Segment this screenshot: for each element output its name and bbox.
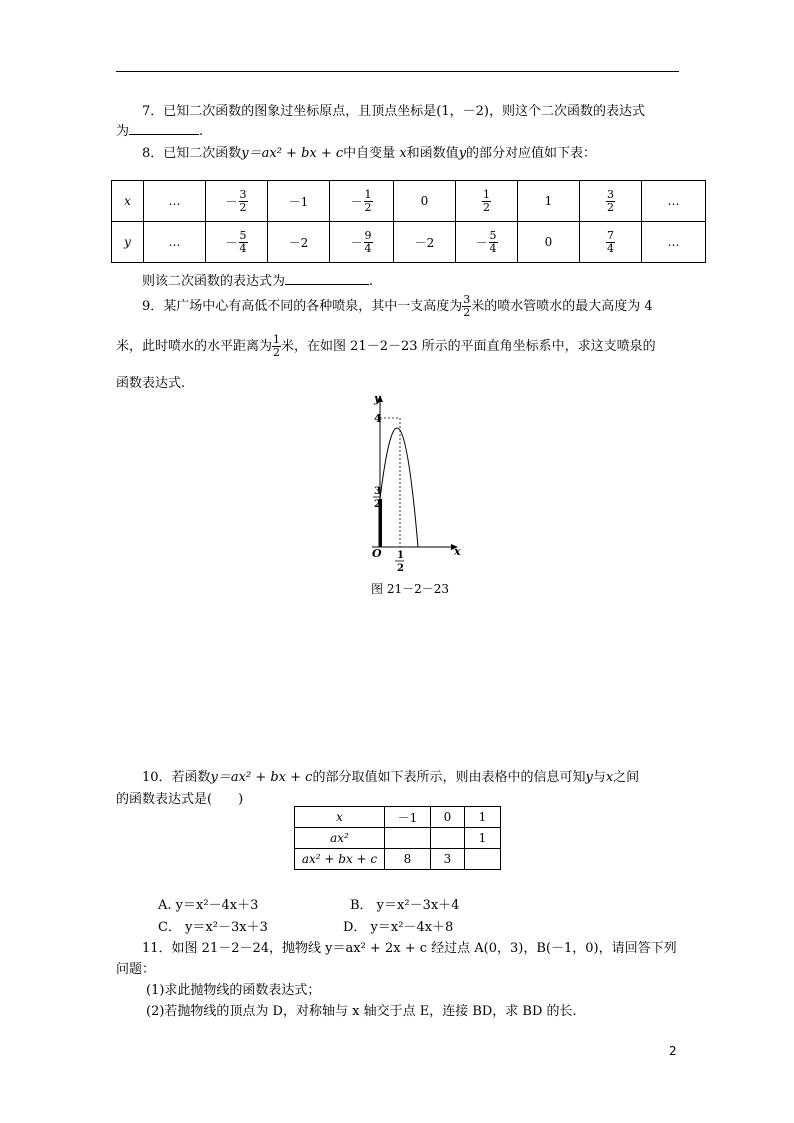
q10-cell: [465, 849, 501, 870]
q8-cell: …: [642, 181, 706, 222]
y-tick-3-2-den: 2: [374, 499, 381, 510]
q8-cell: －1: [268, 181, 330, 222]
x-axis-label: x: [454, 545, 461, 558]
q8-cell: － $\frac{3}{2}$: [206, 181, 268, 222]
q10-cell: 1: [465, 807, 501, 828]
q10-cell: 1: [465, 828, 501, 849]
q11-line1: 11．如图 21－2－24，抛物线 y＝ax² + 2x + c 经过点 A(0，3)，B(－1，0)，请回答下列: [142, 941, 677, 956]
q9-line2: 米，此时喷水的水平距离为 $\frac{1}{2}$ 米，在如图 21－2－23 所示的平面直角坐标系中，求这支喷泉的: [116, 333, 656, 359]
q10-row-label: x: [295, 807, 385, 828]
q8-cell: …: [642, 222, 706, 263]
q10-row: [295, 807, 501, 828]
header-rule: [116, 71, 679, 72]
y-tick-3-2-num: 3: [374, 486, 381, 497]
option-c[interactable]: C． y＝x²－3x＋3: [158, 920, 268, 935]
q10-line1: 10．若函数y＝ax² + bx + c的部分取值如下表所示，则由表格中的信息可知y与x之间: [142, 770, 640, 785]
q10-row: [295, 828, 501, 849]
q8-cell: － $\frac{5}{4}$: [456, 222, 518, 263]
x-tick-1-2-den: 2: [397, 563, 404, 574]
q10-cell: 3: [431, 849, 465, 870]
q8-cell: － $\frac{1}{2}$: [330, 181, 394, 222]
q10-line2: 的函数表达式是( ): [116, 792, 244, 807]
q10-cell: [385, 828, 431, 849]
q8-cell: 0: [518, 222, 580, 263]
figure-caption: 图 21－2－23: [371, 582, 449, 596]
q8-cell: …: [144, 222, 206, 263]
q8-cell: － $\frac{5}{4}$: [206, 222, 268, 263]
origin-label: O: [372, 547, 382, 560]
option-a[interactable]: A. y＝x²－4x＋3: [158, 898, 259, 913]
q7-answer-blank[interactable]: [129, 134, 199, 135]
q10-cell: 0: [431, 807, 465, 828]
q8-cell: － $\frac{9}{4}$: [330, 222, 394, 263]
q11-part1: (1)求此抛物线的函数表达式；: [146, 983, 321, 998]
q8-answer-line: 则该二次函数的表达式为 .: [142, 274, 374, 289]
q11-part2: (2)若抛物线的顶点为 D，对称轴与 x 轴交于点 E，连接 BD，求 BD 的长.: [146, 1004, 577, 1019]
q8-answer-blank[interactable]: [285, 284, 369, 285]
q8-cell: －2: [394, 222, 456, 263]
q8-row-label: x: [112, 181, 144, 222]
parabola-curve: [380, 428, 418, 547]
q8-row-x: [112, 181, 706, 222]
q9-line3: 函数表达式.: [116, 376, 186, 391]
q8-cell: －2: [268, 222, 330, 263]
option-d[interactable]: D． y＝x²－4x＋8: [343, 920, 454, 935]
q8-cell: …: [144, 181, 206, 222]
q8-cell: 1: [518, 181, 580, 222]
q8-cell: $\frac{1}{2}$: [456, 181, 518, 222]
q10-row: [295, 849, 501, 870]
q10-cell: 8: [385, 849, 431, 870]
q10-row-label: ax² + bx + c: [295, 849, 385, 870]
fountain-figure: [360, 392, 470, 577]
q8-stem: 8．已知二次函数y＝ax² + bx + c中自变量 x和函数值y的部分对应值如下表：: [142, 146, 597, 161]
q8-cell: 0: [394, 181, 456, 222]
q8-row-label: y: [112, 222, 144, 263]
q9-line1: 9．某广场中心有高低不同的各种喷泉，其中一支高度为 $\frac{3}{2}$ 米的喷水管喷水的最大高度为 4: [142, 293, 653, 319]
q7-line1: 7．已知二次函数的图象过坐标原点，且顶点坐标是(1，－2)，则这个二次函数的表达式: [142, 104, 645, 119]
q8-value-table: [111, 180, 706, 263]
q8-cell: $\frac{3}{2}$: [580, 181, 642, 222]
q10-cell: [431, 828, 465, 849]
q8-row-y: [112, 222, 706, 263]
q11-line2: 问题：: [116, 962, 156, 977]
q10-value-table: [294, 806, 501, 870]
q10-cell: －1: [385, 807, 431, 828]
page-number: 2: [669, 1044, 677, 1058]
option-b[interactable]: B． y＝x²－3x＋4: [350, 898, 460, 913]
q10-row-label: ax²: [295, 828, 385, 849]
y-axis-label: y: [374, 392, 381, 405]
q7-line2: 为 .: [116, 124, 204, 139]
x-tick-1-2-num: 1: [397, 550, 404, 561]
y-tick-4: 4: [374, 412, 382, 425]
q8-cell: $\frac{7}{4}$: [580, 222, 642, 263]
